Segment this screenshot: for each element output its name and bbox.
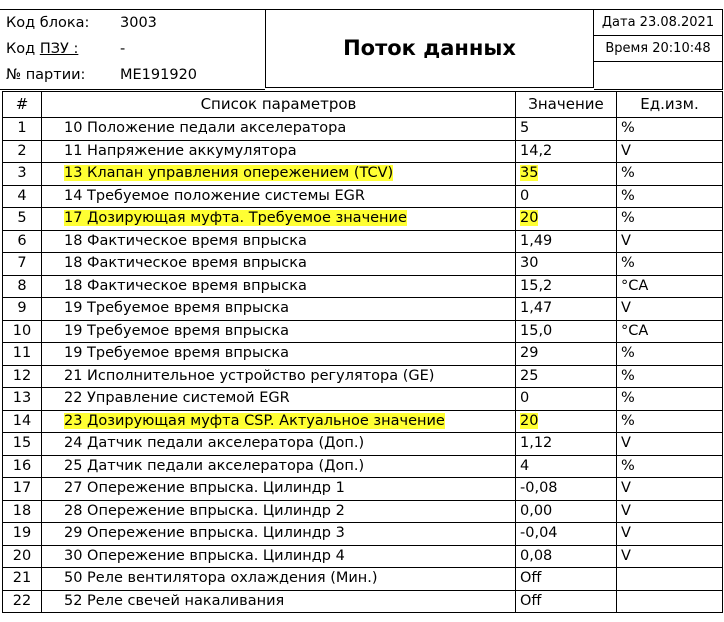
row-number: 22 [3,590,42,613]
row-parameter [42,365,516,388]
row-number: 21 [3,568,42,591]
row-value [516,208,617,231]
table-body [3,118,723,613]
row-value-text: 25 [520,367,539,384]
row-parameter-text: 29 Опережение впрыска. Цилиндр 3 [64,525,345,542]
row-parameter-text: 18 Фактическое время впрыска [64,277,307,294]
row-parameter [42,455,516,478]
row-parameter [42,298,516,321]
row-number: 1 [3,118,42,141]
table-row [3,455,723,478]
row-parameter [42,343,516,366]
row-parameter [42,388,516,411]
row-value-text: 0,08 [520,547,553,564]
row-unit [617,568,723,591]
row-unit: V [617,523,723,546]
table-row [3,140,723,163]
row-value-text: 29 [520,345,539,362]
row-parameter-text: 52 Реле свечей накаливания [64,592,285,609]
row-number: 3 [3,163,42,186]
row-value-text: 20 [520,210,539,227]
row-parameter [42,208,516,231]
row-value [516,433,617,456]
row-value [516,365,617,388]
table-row [3,523,723,546]
row-number: 4 [3,185,42,208]
column-header-value: Значение [516,92,617,118]
row-value-text: 15,0 [520,322,553,339]
row-parameter [42,478,516,501]
row-value [516,500,617,523]
row-value [516,320,617,343]
row-parameter [42,500,516,523]
row-unit: % [617,455,723,478]
row-unit: V [617,140,723,163]
row-parameter [42,590,516,613]
row-value [516,455,617,478]
table-row [3,365,723,388]
row-value-text: 35 [520,165,539,182]
batch-label: № партии: [6,67,86,83]
row-number: 14 [3,410,42,433]
row-parameter-text: 24 Датчик педали акселератора (Доп.) [64,435,365,452]
row-parameter [42,545,516,568]
row-parameter [42,163,516,186]
rom-code-value: - [120,41,126,57]
block-code-label: Код блока: [6,15,90,31]
table-row [3,320,723,343]
row-value [516,388,617,411]
row-unit: % [617,410,723,433]
row-parameter-text: 19 Требуемое время впрыска [64,345,290,362]
row-number: 20 [3,545,42,568]
row-number: 15 [3,433,42,456]
row-parameter-text: 21 Исполнительное устройство регулятора (GE) [64,367,435,384]
date-cell: Дата 23.08.2021 [594,9,723,36]
row-value [516,118,617,141]
table-row [3,410,723,433]
row-number: 10 [3,320,42,343]
row-parameter-text: 18 Фактическое время впрыска [64,232,307,249]
row-number: 19 [3,523,42,546]
row-value [516,545,617,568]
row-unit: % [617,208,723,231]
row-number: 7 [3,253,42,276]
table-row [3,185,723,208]
row-parameter [42,433,516,456]
table-row [3,388,723,411]
row-unit [617,590,723,613]
row-number: 9 [3,298,42,321]
row-number: 2 [3,140,42,163]
row-value-text: 0,00 [520,502,553,519]
row-value [516,275,617,298]
row-parameter [42,185,516,208]
row-parameter-text: 18 Фактическое время впрыска [64,255,307,272]
row-parameter-text: 30 Опережение впрыска. Цилиндр 4 [64,547,345,564]
row-value [516,253,617,276]
time-cell: Время 20:10:48 [594,35,723,62]
row-number: 17 [3,478,42,501]
row-value-text: 1,12 [520,435,553,452]
table-row [3,433,723,456]
row-unit: % [617,163,723,186]
table-row [3,298,723,321]
table-row [3,230,723,253]
row-parameter-text: 28 Опережение впрыска. Цилиндр 2 [64,502,345,519]
rom-code-label-prefix: Код [6,41,40,57]
row-value-text: 5 [520,120,530,137]
row-parameter-text: 22 Управление системой EGR [64,390,290,407]
row-number: 8 [3,275,42,298]
row-unit: % [617,388,723,411]
row-unit: V [617,230,723,253]
row-unit: V [617,500,723,523]
row-parameter-text: 19 Требуемое время впрыска [64,300,290,317]
row-value [516,410,617,433]
row-value [516,590,617,613]
row-value-text: 20 [520,412,539,429]
row-parameter [42,275,516,298]
row-unit: % [617,185,723,208]
row-value-text: -0,08 [520,480,558,497]
row-parameter [42,253,516,276]
row-unit: % [617,343,723,366]
row-parameter-text: 25 Датчик педали акселератора (Доп.) [64,457,365,474]
row-unit: % [617,365,723,388]
row-value-text: 1,47 [520,300,553,317]
row-value [516,523,617,546]
row-value [516,568,617,591]
rom-code-label [6,36,78,62]
row-unit: V [617,545,723,568]
row-value-text: Off [520,592,542,609]
header-title-block [265,9,594,88]
row-parameter [42,320,516,343]
empty-cell [594,61,723,90]
table-row [3,500,723,523]
row-parameter-text: 50 Реле вентилятора охлаждения (Мин.) [64,570,378,587]
row-unit: % [617,253,723,276]
row-value-text: Off [520,570,542,587]
row-parameter-text: 17 Дозирующая муфта. Требуемое значение [64,210,407,227]
table-row [3,545,723,568]
row-number: 11 [3,343,42,366]
row-parameter [42,230,516,253]
block-code-value: 3003 [120,15,157,31]
row-number: 13 [3,388,42,411]
row-unit: V [617,478,723,501]
row-parameter-text: 14 Требуемое положение системы EGR [64,187,365,204]
table-row [3,253,723,276]
page-title: Поток данных [343,36,516,60]
row-unit: V [617,298,723,321]
row-parameter-text: 11 Напряжение аккумулятора [64,142,297,159]
row-unit: °CA [617,275,723,298]
row-number: 6 [3,230,42,253]
row-parameter-text: 23 Дозирующая муфта CSP. Актуальное значение [64,412,445,429]
table-row [3,568,723,591]
row-value-text: -0,04 [520,525,558,542]
row-value-text: 14,2 [520,142,553,159]
header-info-block [0,9,265,90]
row-value [516,185,617,208]
row-parameter-text: 19 Требуемое время впрыска [64,322,290,339]
table-row [3,275,723,298]
row-number: 16 [3,455,42,478]
row-value-text: 0 [520,390,530,407]
row-unit: % [617,118,723,141]
header-datetime-block [594,9,724,88]
row-parameter [42,523,516,546]
table-row [3,343,723,366]
row-number: 12 [3,365,42,388]
row-parameter [42,410,516,433]
parameters-table [2,91,723,613]
row-number: 5 [3,208,42,231]
row-value-text: 1,49 [520,232,553,249]
row-unit: V [617,433,723,456]
row-value [516,343,617,366]
row-parameter-text: 10 Положение педали акселератора [64,120,347,137]
table-header-row [3,92,723,118]
table-row [3,478,723,501]
table-row [3,590,723,613]
row-parameter-text: 13 Клапан управления опережением (TCV) [64,165,394,182]
row-value-text: 15,2 [520,277,553,294]
column-header-parameters: Список параметров [42,92,516,118]
table-row [3,118,723,141]
row-value [516,230,617,253]
row-value-text: 30 [520,255,539,272]
table-row [3,208,723,231]
row-unit: °CA [617,320,723,343]
table-row [3,163,723,186]
column-header-number: # [3,92,42,118]
row-value [516,140,617,163]
row-parameter [42,140,516,163]
row-parameter-text: 27 Опережение впрыска. Цилиндр 1 [64,480,345,497]
column-header-unit: Ед.изм. [617,92,723,118]
row-parameter [42,568,516,591]
row-value [516,478,617,501]
row-value-text: 0 [520,187,530,204]
row-value [516,163,617,186]
batch-value: ME191920 [120,67,198,83]
row-parameter [42,118,516,141]
row-value [516,298,617,321]
row-value-text: 4 [520,457,530,474]
row-number: 18 [3,500,42,523]
rom-code-label-underlined: ПЗУ : [39,41,79,57]
